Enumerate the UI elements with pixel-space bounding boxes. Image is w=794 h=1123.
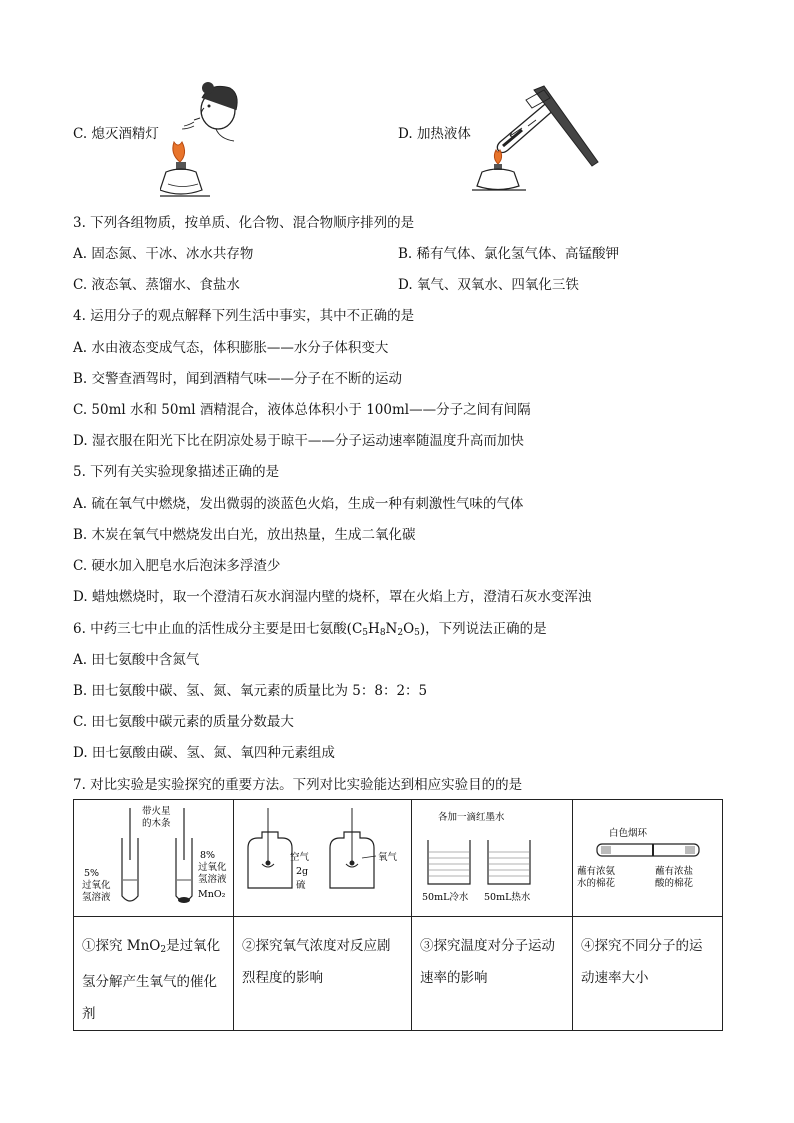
q3-option-a: A. 固态氮、干冰、冰水共存物 (73, 246, 254, 262)
experiment-4-figure (573, 800, 723, 917)
q6-option-b: B. 田七氨酸中碳、氢、氮、氧元素的质量比为 5：8：2：5 (73, 683, 428, 699)
q4-stem: 4. 运用分子的观点解释下列生活中事实，其中不正确的是 (73, 308, 415, 324)
svg-text:50mL热水: 50mL热水 (484, 892, 531, 903)
q6-option-d: D. 田七氨酸由碳、氢、氮、氧四种元素组成 (73, 745, 335, 761)
experiment-2-figure (234, 800, 412, 917)
q5-stem: 5. 下列有关实验现象描述正确的是 (73, 464, 280, 480)
experiment-1-figure (74, 800, 234, 917)
svg-text:硫: 硫 (296, 880, 306, 891)
q4-option-a: A. 水由液态变成气态，体积膨胀——水分子体积变大 (73, 340, 389, 356)
q5-option-a: A. 硫在氧气中燃烧，发出微弱的淡蓝色火焰，生成一种有刺激性气味的气体 (73, 496, 524, 512)
q4-option-c: C. 50ml 水和 50ml 酒精混合，液体总体积小于 100ml——分子之间有间隔 (73, 402, 531, 418)
svg-text:酸的棉花: 酸的棉花 (655, 878, 694, 889)
svg-text:各加一滴红墨水: 各加一滴红墨水 (438, 812, 505, 823)
blowing-out-lamp-figure (160, 80, 252, 202)
experiment-1-caption: ①探究 MnO$_2$是过氧化氢分解产生氧气的催化剂 (74, 917, 234, 1031)
svg-text:过氧化: 过氧化 (82, 880, 111, 891)
svg-text:过氧化: 过氧化 (198, 862, 227, 873)
svg-text:2g: 2g (296, 866, 309, 877)
svg-text:带火星: 带火星 (142, 806, 171, 817)
experiment-3-figure (412, 800, 573, 917)
experiment-2-caption: ②探究氧气浓度对反应剧烈程度的影响 (234, 917, 412, 1031)
svg-text:白色烟环: 白色烟环 (609, 828, 648, 839)
q3-option-c: C. 液态氧、蒸馏水、食盐水 (73, 277, 240, 293)
q2-option-d: D. 加热液体 (398, 126, 471, 142)
svg-text:MnO₂: MnO₂ (198, 889, 226, 900)
q5-option-d: D. 蜡烛燃烧时，取一个澄清石灰水润湿内壁的烧杯，罩在火焰上方，澄清石灰水变浑浊 (73, 589, 592, 605)
svg-text:氢溶液: 氢溶液 (82, 892, 111, 903)
q2-option-c: C. 熄灭酒精灯 (73, 126, 159, 142)
q3-stem: 3. 下列各组物质，按单质、化合物、混合物顺序排列的是 (73, 215, 415, 231)
q7-stem: 7. 对比实验是实验探究的重要方法。下列对比实验能达到相应实验目的的是 (73, 777, 523, 793)
heating-liquid-figure (470, 82, 600, 192)
q7-experiment-table (73, 799, 723, 1031)
svg-text:5%: 5% (84, 868, 100, 879)
q4-option-d: D. 湿衣服在阳光下比在阴凉处易于晾干——分子运动速率随温度升高而加快 (73, 433, 524, 449)
q3-option-d: D. 氧气、双氧水、四氧化三铁 (398, 277, 579, 293)
q3-option-b: B. 稀有气体、氯化氢气体、高锰酸钾 (398, 246, 620, 262)
q4-option-b: B. 交警查酒驾时，闻到酒精气味——分子在不断的运动 (73, 371, 403, 387)
q5-option-c: C. 硬水加入肥皂水后泡沫多浮渣少 (73, 558, 281, 574)
q6-option-a: A. 田七氨酸中含氮气 (73, 652, 200, 668)
svg-text:蘸有浓氨: 蘸有浓氨 (577, 866, 616, 877)
svg-text:氧气: 氧气 (378, 852, 398, 863)
svg-text:蘸有浓盐: 蘸有浓盐 (655, 866, 694, 877)
svg-text:水的棉花: 水的棉花 (577, 878, 616, 889)
q6-stem: 6. 中药三七中止血的活性成分主要是田七氨酸$(C_5H_8N_2O_5)$，下列说法正确的是 (73, 621, 547, 638)
experiment-3-caption: ③探究温度对分子运动速率的影响 (412, 917, 573, 1031)
svg-text:的木条: 的木条 (142, 818, 171, 829)
svg-text:氢溶液: 氢溶液 (198, 874, 227, 885)
q6-option-c: C. 田七氨酸中碳元素的质量分数最大 (73, 714, 294, 730)
chemical-formula: $C_5H_8N_2O_5$ (351, 621, 420, 638)
experiment-4-caption: ④探究不同分子的运动速率大小 (573, 917, 723, 1031)
svg-text:8%: 8% (200, 850, 216, 861)
svg-text:50mL冷水: 50mL冷水 (422, 892, 469, 903)
svg-text:空气: 空气 (290, 852, 310, 863)
q5-option-b: B. 木炭在氧气中燃烧发出白光，放出热量，生成二氧化碳 (73, 527, 416, 543)
